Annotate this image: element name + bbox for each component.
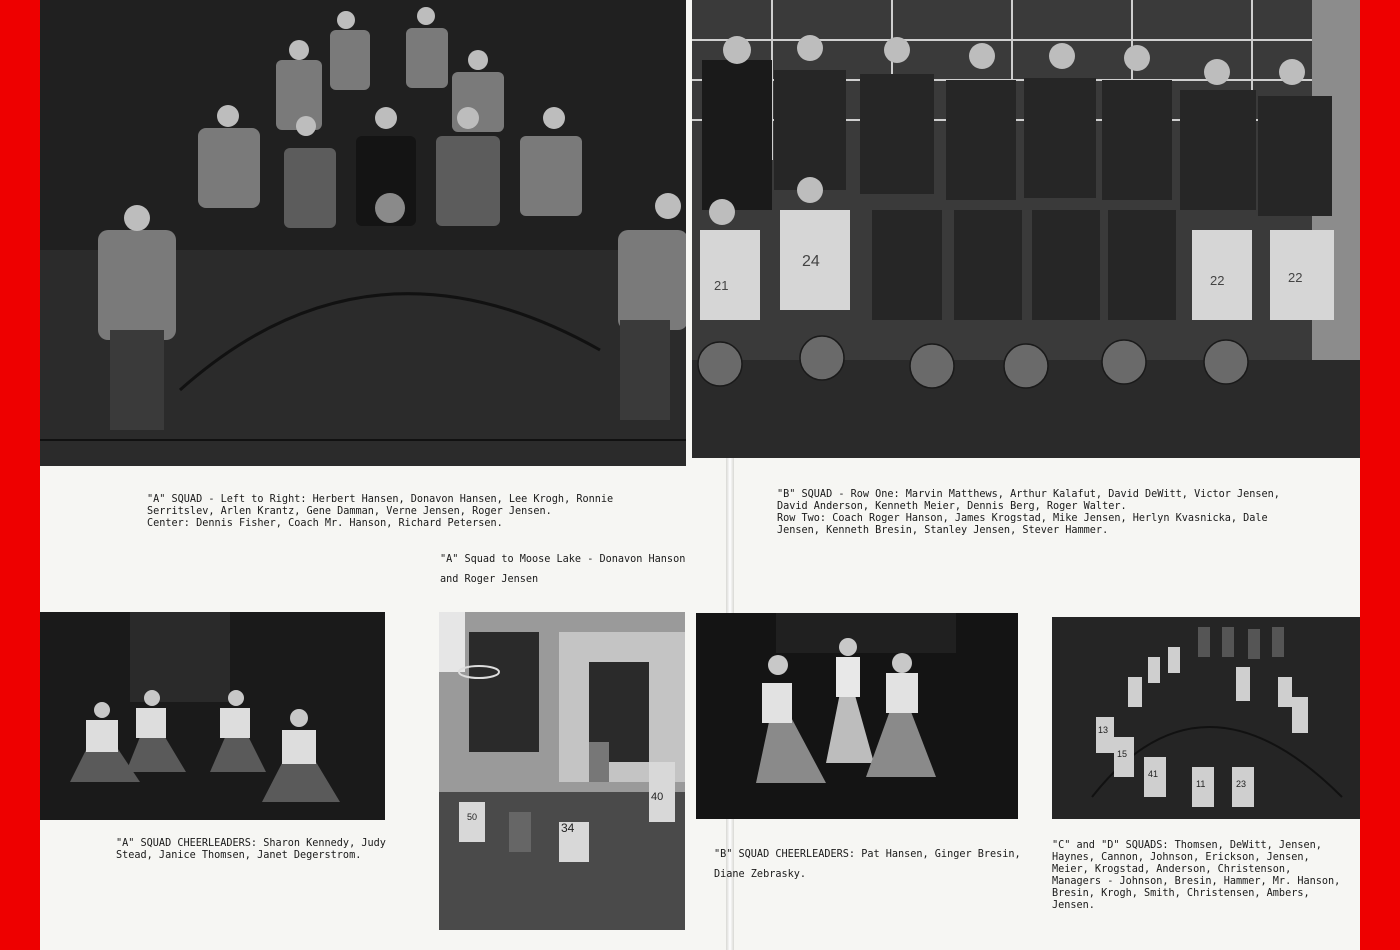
moose-lake-caption: "A" Squad to Moose Lake - Donavon Hanson and Roger Jensen	[440, 554, 686, 585]
jersey-number: 40	[651, 791, 664, 803]
jersey-number: 50	[467, 812, 478, 822]
a-squad-cheerleaders-caption: "A" SQUAD CHEERLEADERS: Sharon Kennedy, Judy Stead, Janice Thomsen, Janet Degerstrom.	[116, 838, 386, 861]
a-squad-team-photo	[40, 0, 686, 466]
jersey-number: 22	[1210, 273, 1225, 288]
jersey-number: 22	[1288, 270, 1303, 285]
a-squad-caption: "A" SQUAD - Left to Right: Herbert Hansen, Donavon Hansen, Lee Krogh, Ronnie Serritslev, Arlen Krantz, Gene Damman, Verne Jensen, Roger Jensen. Center: Dennis Fisher, Coach Mr. Hanson, Richard Petersen.	[147, 494, 614, 529]
jersey-number: 23	[1236, 779, 1247, 789]
jersey-number: 41	[1148, 769, 1159, 779]
jersey-number: 34	[561, 821, 575, 835]
jersey-number: 21	[714, 278, 729, 293]
yearbook-spread	[40, 0, 1360, 950]
c-d-squads-photo	[1052, 617, 1360, 819]
b-squad-cheerleaders-photo	[696, 613, 1018, 819]
c-d-squads-caption: "C" and "D" SQUADS: Thomsen, DeWitt, Jensen, Haynes, Cannon, Johnson, Erickson, Jensen, Meier, Krogstad, Anderson, Christenson, Managers - Johnson, Bresin, Hammer, Mr. Hanson, Bresin, Krogh, Smith, Christensen, Ambers, Jensen.	[1052, 840, 1341, 911]
jersey-number: 15	[1117, 749, 1128, 759]
jersey-number: 24	[802, 253, 820, 270]
a-squad-cheerleaders-photo	[40, 612, 385, 820]
jersey-number: 11	[1196, 779, 1206, 789]
moose-lake-game-photo	[439, 612, 685, 930]
b-squad-cheerleaders-caption: "B" SQUAD CHEERLEADERS: Pat Hansen, Ginger Bresin, Diane Zebrasky.	[714, 849, 1021, 880]
b-squad-caption: "B" SQUAD - Row One: Marvin Matthews, Arthur Kalafut, David DeWitt, Victor Jensen, David Anderson, Kenneth Meier, Dennis Berg, Roger Walter. Row Two: Coach Roger Hanson, James Krogstad, Mike Jensen, Herlyn Kvasnicka, Dale Jensen, Kenneth Bresin, Stanley Jensen, Stever Hammer.	[777, 489, 1280, 536]
b-squad-team-photo	[692, 0, 1360, 458]
jersey-number: 13	[1098, 725, 1109, 735]
